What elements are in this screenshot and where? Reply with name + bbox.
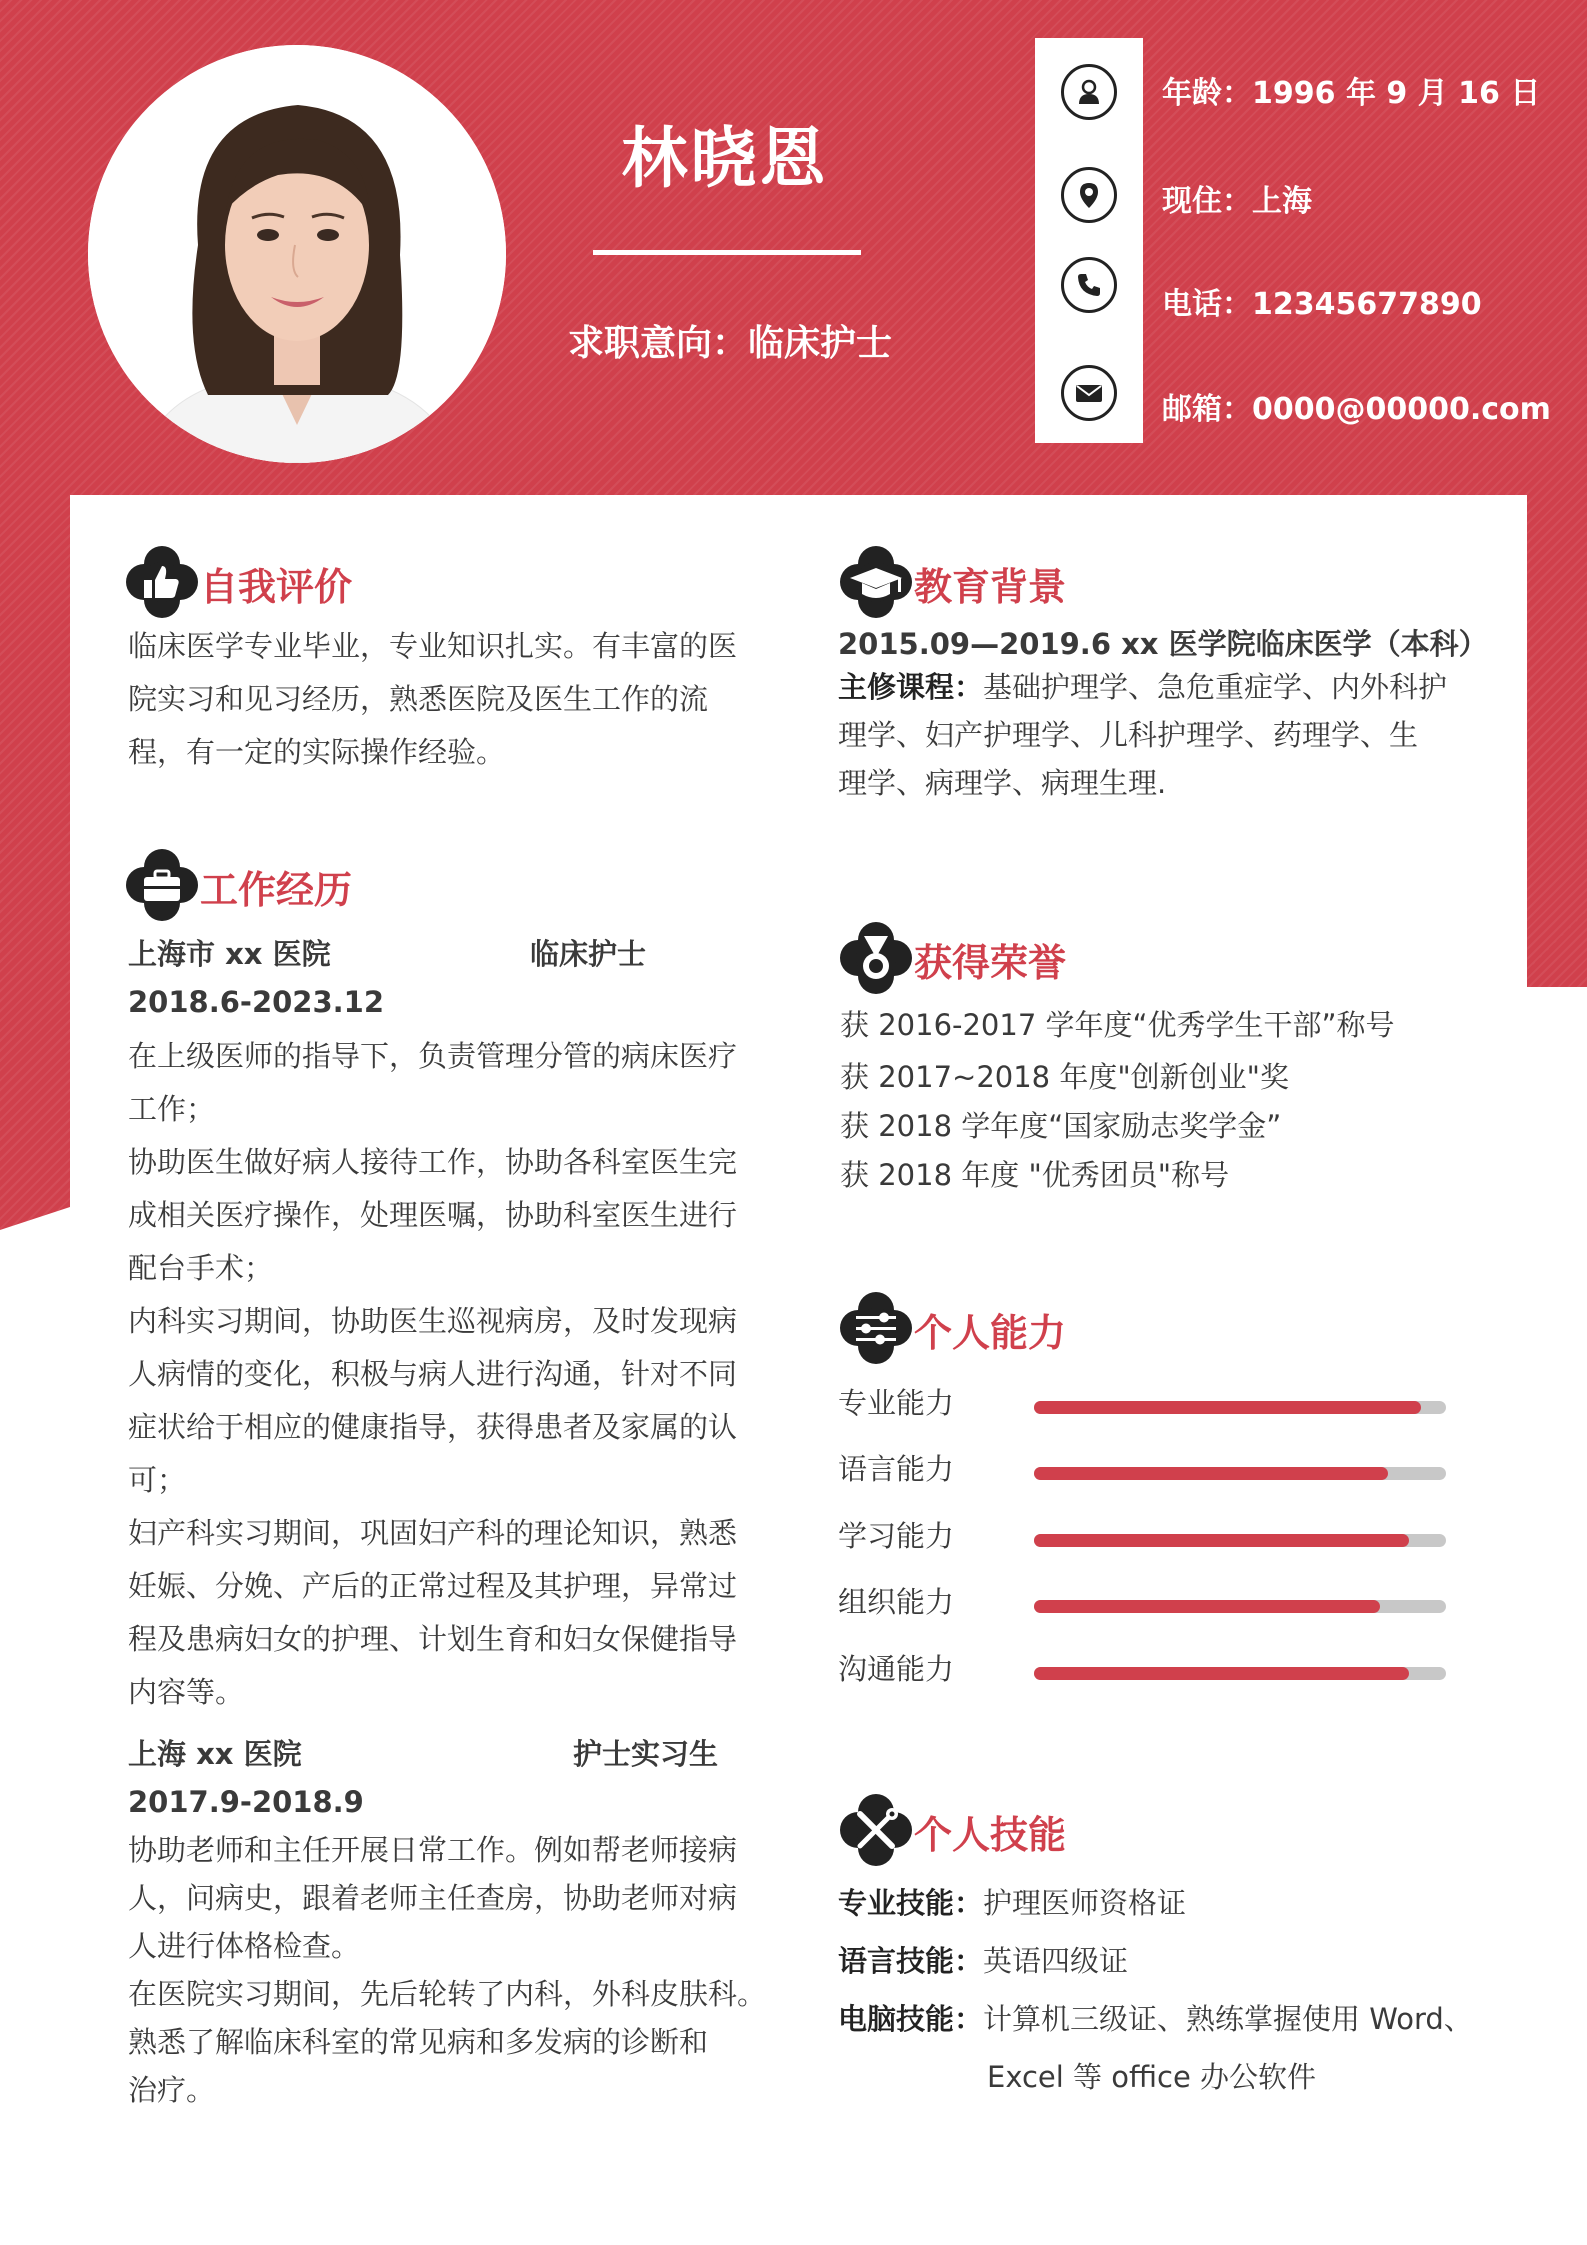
ability-row <box>838 1447 1458 1487</box>
briefcase-icon <box>122 845 202 925</box>
job-line: 协助老师和主任开展日常工作。例如帮老师接病 <box>128 1833 738 1867</box>
job-line: 程及患病妇女的护理、计划生育和妇女保健指导 <box>128 1622 738 1656</box>
ability-label: 沟通能力 <box>838 1652 955 1686</box>
job-line: 配台手术； <box>128 1251 274 1285</box>
contact-phone: 电话：12345677890 <box>1162 287 1482 322</box>
education-courses <box>838 663 1498 807</box>
job-line: 可； <box>128 1463 187 1497</box>
job-objective: 求职意向：临床护士 <box>567 323 892 364</box>
job-line: 在医院实习期间，先后轮转了内科，外科皮肤科。 <box>128 1977 767 2011</box>
job-line: 在上级医师的指导下，负责管理分管的病床医疗 <box>128 1039 738 1073</box>
candidate-name: 林晓恩 <box>621 120 829 197</box>
job-line: 协助医生做好病人接待工作，协助各科室医生完 <box>128 1145 738 1179</box>
skill-label: 专业技能： <box>838 1886 984 1920</box>
user-icon <box>1061 64 1117 120</box>
education-title: 教育背景 <box>914 565 1067 609</box>
skill-label: 语言技能： <box>838 1944 984 1978</box>
ability-row <box>838 1580 1458 1620</box>
job-role: 临床护士 <box>530 937 647 971</box>
job-period: 2017.9-2018.9 <box>128 1785 364 1819</box>
skill-label: 电脑技能： <box>838 2002 984 2036</box>
honor-item: 获 2017~2018 年度"创新创业"奖 <box>840 1060 1290 1094</box>
job-period: 2018.6-2023.12 <box>128 985 385 1019</box>
job-line: 成相关医疗操作，处理医嘱，协助科室医生进行 <box>128 1198 738 1232</box>
job-org: 上海市 xx 医院 <box>128 937 331 971</box>
abilities-title: 个人能力 <box>914 1311 1067 1355</box>
job-line: 妇产科实习期间，巩固妇产科的理论知识，熟悉 <box>128 1516 738 1550</box>
skill-value-continued: Excel 等 office 办公软件 <box>987 2060 1317 2094</box>
profile-photo <box>88 45 506 463</box>
courses-label: 主修课程： <box>838 670 984 704</box>
job-line: 工作； <box>128 1092 216 1126</box>
honor-item: 获 2018 学年度“国家励志奖学金” <box>840 1109 1282 1143</box>
ability-bar-track <box>1034 1534 1446 1547</box>
contact-address: 现住：上海 <box>1162 184 1312 219</box>
job-line: 人进行体格检查。 <box>128 1929 361 1963</box>
honors-title: 获得荣誉 <box>914 941 1067 985</box>
ability-bar-fill <box>1034 1401 1421 1414</box>
skills-title: 个人技能 <box>914 1813 1067 1857</box>
name-underline <box>593 250 861 255</box>
ability-bar-track <box>1034 1600 1446 1613</box>
job-line: 妊娠、分娩、产后的正常过程及其护理，异常过 <box>128 1569 738 1603</box>
skill-value: 护理医师资格证 <box>983 1886 1187 1920</box>
skill-item <box>838 1939 1128 1980</box>
education-period-school: 2015.09—2019.6 xx 医学院临床医学（本科） <box>838 627 1488 661</box>
ability-bar-track <box>1034 1401 1446 1414</box>
ability-bar-fill <box>1034 1667 1409 1680</box>
job-description <box>128 1826 768 2114</box>
ability-bar-fill <box>1034 1600 1380 1613</box>
ability-row <box>838 1647 1458 1687</box>
job-line: 内容等。 <box>128 1675 245 1709</box>
skill-value: 英语四级证 <box>983 1944 1129 1978</box>
ability-label: 学习能力 <box>838 1519 955 1553</box>
job-role: 护士实习生 <box>573 1737 719 1771</box>
ability-bar-fill <box>1034 1467 1388 1480</box>
ability-bar-track <box>1034 1467 1446 1480</box>
ability-bar-fill <box>1034 1534 1409 1547</box>
self-eval-line: 临床医学专业毕业，专业知识扎实。有丰富的医 <box>128 629 738 663</box>
job-line: 熟悉了解临床科室的常见病和多发病的诊断和 <box>128 2025 709 2059</box>
honor-item: 获 2016-2017 学年度“优秀学生干部”称号 <box>840 1008 1395 1042</box>
self-eval-title: 自我评价 <box>200 565 353 609</box>
work-title: 工作经历 <box>200 868 353 912</box>
job-line: 治疗。 <box>128 2073 216 2107</box>
portrait-illustration <box>88 45 506 463</box>
ability-label: 语言能力 <box>838 1452 955 1486</box>
job-description <box>128 1030 768 1719</box>
job-line: 人，问病史，跟着老师主任查房，协助老师对病 <box>128 1881 738 1915</box>
courses-line: 理学、妇产护理学、儿科护理学、药理学、生 <box>838 718 1419 752</box>
sliders-icon <box>836 1288 916 1368</box>
ability-label: 专业能力 <box>838 1386 955 1420</box>
envelope-icon <box>1061 365 1117 421</box>
self-eval-line: 程，有一定的实际操作经验。 <box>128 735 506 769</box>
contact-age: 年龄：1996 年 9 月 16 日 <box>1162 76 1541 111</box>
job-line: 症状给于相应的健康指导，获得患者及家属的认 <box>128 1410 738 1444</box>
contact-email: 邮箱：0000@00000.com <box>1162 392 1551 427</box>
self-eval-line: 院实习和见习经历，熟悉医院及医生工作的流 <box>128 682 709 716</box>
phone-icon <box>1061 257 1117 313</box>
skill-item <box>838 1997 1473 2038</box>
thumbs-up-icon <box>122 542 202 622</box>
honor-item: 获 2018 年度 "优秀团员"称号 <box>840 1158 1230 1192</box>
ability-row <box>838 1381 1458 1421</box>
job-line: 人病情的变化，积极与病人进行沟通，针对不同 <box>128 1357 738 1391</box>
job-org: 上海 xx 医院 <box>128 1737 302 1771</box>
courses-line: 理学、病理学、病理生理. <box>838 766 1167 800</box>
job-line: 内科实习期间，协助医生巡视病房，及时发现病 <box>128 1304 738 1338</box>
location-pin-icon <box>1061 167 1117 223</box>
self-eval-text <box>128 620 768 779</box>
ability-label: 组织能力 <box>838 1585 955 1619</box>
medal-icon <box>836 918 916 998</box>
tools-icon <box>836 1790 916 1870</box>
courses-line: 基础护理学、急危重症学、内外科护 <box>983 670 1448 704</box>
ability-bar-track <box>1034 1667 1446 1680</box>
graduation-cap-icon <box>836 542 916 622</box>
skill-item <box>838 1881 1186 1922</box>
skill-value: 计算机三级证、熟练掌握使用 Word、 <box>983 2002 1473 2036</box>
ability-row <box>838 1514 1458 1554</box>
